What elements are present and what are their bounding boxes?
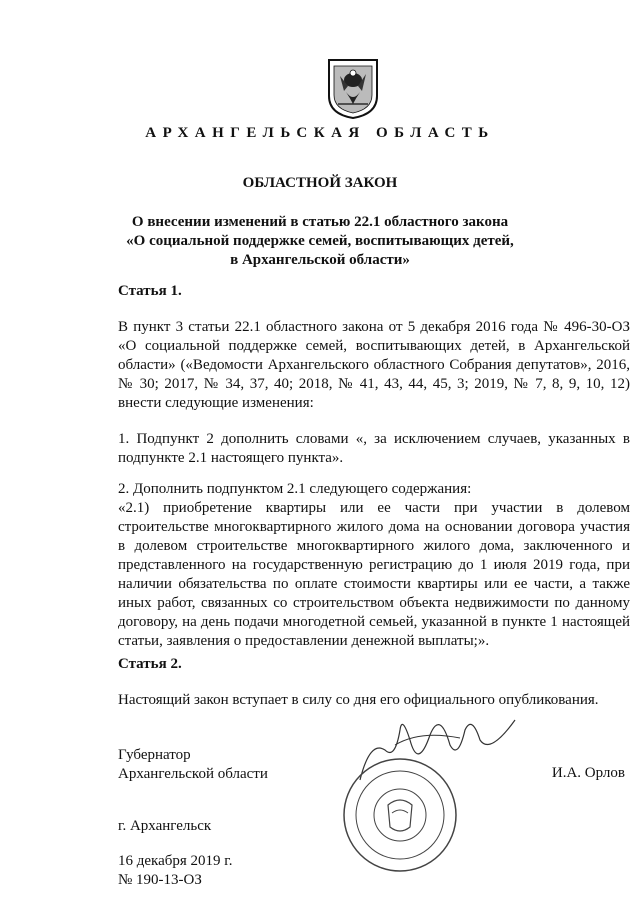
official-seal-icon (340, 755, 460, 875)
signatory-position (118, 746, 268, 784)
law-type: ОБЛАСТНОЙ ЗАКОН (242, 175, 398, 191)
law-date-number (118, 852, 233, 890)
law-number: № 190-13-ОЗ (118, 872, 202, 888)
article-2-heading: Статья 2. (118, 656, 182, 672)
article-1-item-2: 2. Дополнить подпунктом 2.1 следующего содержания: (118, 481, 472, 497)
article-1-item-2-text: «2.1) приобретение квартиры или ее части при участии в долевом строительстве многоквартирного жилого дома на основании договора участия в долевом строительстве многоквартирного жилого дома, заключенного и представленного на государственную регистрацию до 1 июля 2019 года, при наличии обязательства по оплате стоимости квартиры или ее части, а также иных работ, связанных со строительством объекта недвижимости по данному договору, на день подачи многодетной семьей, указанной в пункте 1 настоящей статьи, заявления о предоставлении денежной выплаты;». (118, 500, 630, 649)
article-1-intro (118, 318, 630, 413)
city: г. Архангельск (118, 818, 212, 834)
article-1-item-1: 1. Подпункт 2 дополнить словами «, за исключением случаев, указанных в подпункте 2.1 настоящего пункта». (118, 431, 630, 466)
law-title-line: О внесении изменений в статью 22.1 областного закона (131, 214, 509, 230)
position-line: Архангельской области (118, 766, 268, 782)
position-line: Губернатор (118, 747, 191, 763)
signatory-name: И.А. Орлов (551, 765, 625, 781)
article-1-heading: Статья 1. (118, 283, 182, 299)
law-title-line: «О социальной поддержке семей, воспитывающих детей, (126, 233, 514, 249)
arkhangelsk-coat-of-arms-icon (326, 58, 380, 120)
law-date: 16 декабря 2019 г. (118, 853, 233, 869)
law-title (0, 213, 640, 270)
region-name: АРХАНГЕЛЬСКАЯ ОБЛАСТЬ (145, 125, 495, 141)
law-title-line: в Архангельской области» (230, 252, 410, 268)
article-2-text: Настоящий закон вступает в силу со дня его официального опубликования. (118, 692, 599, 708)
article-1-intro-text: В пункт 3 статьи 22.1 областного закона от 5 декабря 2016 года № 496-30-ОЗ «О социальной поддержке семей, воспитывающих детей, в Архангельской области» («Ведомости Архангельского областного Собрания депутатов», 2016, № 30; 2017, № 34, 37, 40; 2018, № 41, 43, 44, 45, 3; 2019, № 7, 8, 9, 10, 12) внести следующие изменения: (118, 319, 630, 411)
